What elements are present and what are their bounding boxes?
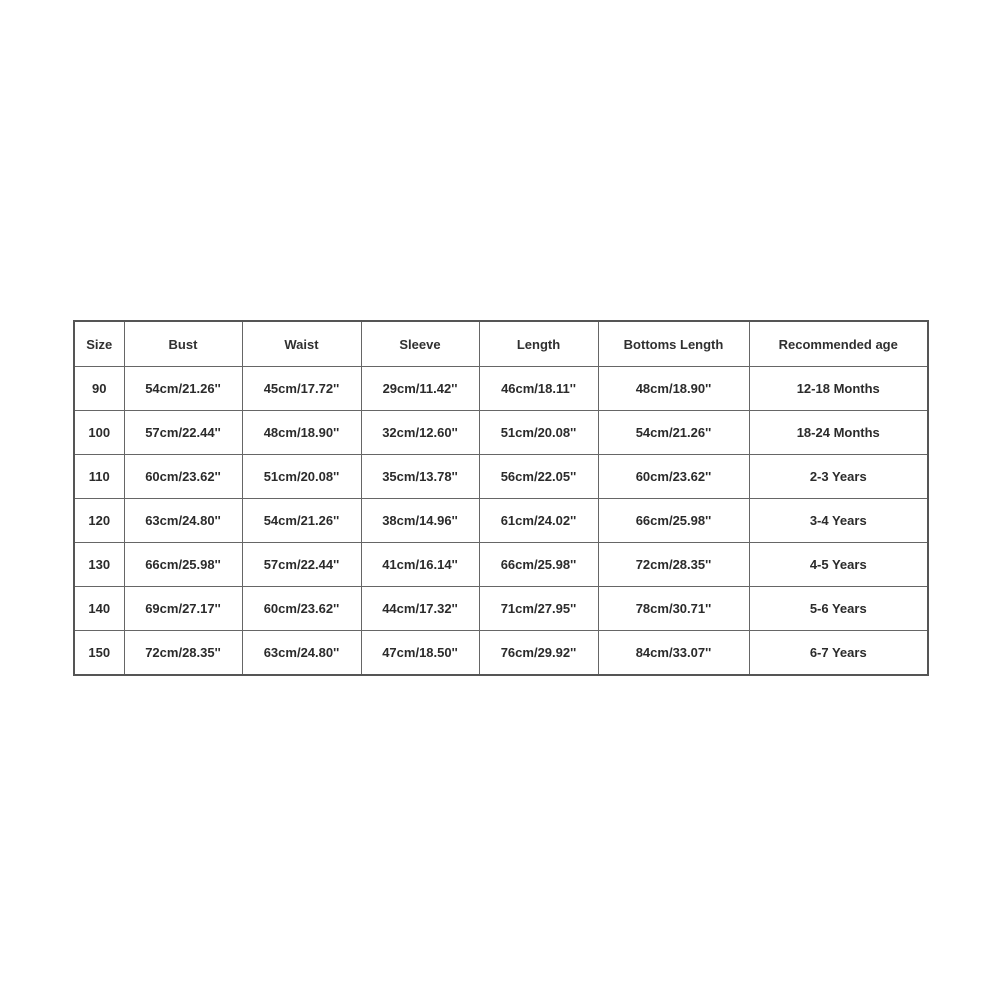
cell-size: 100 — [74, 411, 124, 455]
header-size: Size — [74, 321, 124, 367]
cell-recommended-age: 4-5 Years — [749, 543, 928, 587]
cell-sleeve: 44cm/17.32'' — [361, 587, 479, 631]
cell-recommended-age: 5-6 Years — [749, 587, 928, 631]
table-row — [74, 543, 928, 587]
header-bust: Bust — [124, 321, 242, 367]
header-bottoms-length: Bottoms Length — [598, 321, 749, 367]
cell-length: 51cm/20.08'' — [479, 411, 598, 455]
cell-size: 150 — [74, 631, 124, 676]
table-row — [74, 587, 928, 631]
cell-bust: 54cm/21.26'' — [124, 367, 242, 411]
cell-length: 56cm/22.05'' — [479, 455, 598, 499]
cell-sleeve: 38cm/14.96'' — [361, 499, 479, 543]
cell-bottoms-length: 72cm/28.35'' — [598, 543, 749, 587]
cell-waist: 48cm/18.90'' — [242, 411, 361, 455]
table-row — [74, 367, 928, 411]
cell-bust: 57cm/22.44'' — [124, 411, 242, 455]
table-header-row — [74, 321, 928, 367]
cell-length: 66cm/25.98'' — [479, 543, 598, 587]
cell-length: 76cm/29.92'' — [479, 631, 598, 676]
cell-sleeve: 41cm/16.14'' — [361, 543, 479, 587]
table-row — [74, 631, 928, 676]
cell-waist: 45cm/17.72'' — [242, 367, 361, 411]
cell-waist: 57cm/22.44'' — [242, 543, 361, 587]
cell-bottoms-length: 84cm/33.07'' — [598, 631, 749, 676]
header-waist: Waist — [242, 321, 361, 367]
cell-bust: 66cm/25.98'' — [124, 543, 242, 587]
cell-bust: 63cm/24.80'' — [124, 499, 242, 543]
cell-bottoms-length: 54cm/21.26'' — [598, 411, 749, 455]
cell-recommended-age: 12-18 Months — [749, 367, 928, 411]
cell-size: 140 — [74, 587, 124, 631]
cell-length: 46cm/18.11'' — [479, 367, 598, 411]
cell-sleeve: 47cm/18.50'' — [361, 631, 479, 676]
cell-waist: 54cm/21.26'' — [242, 499, 361, 543]
cell-size: 120 — [74, 499, 124, 543]
cell-recommended-age: 2-3 Years — [749, 455, 928, 499]
cell-length: 71cm/27.95'' — [479, 587, 598, 631]
cell-bottoms-length: 78cm/30.71'' — [598, 587, 749, 631]
cell-sleeve: 35cm/13.78'' — [361, 455, 479, 499]
table-row — [74, 455, 928, 499]
cell-size: 90 — [74, 367, 124, 411]
cell-bust: 60cm/23.62'' — [124, 455, 242, 499]
cell-bottoms-length: 66cm/25.98'' — [598, 499, 749, 543]
header-recommended-age: Recommended age — [749, 321, 928, 367]
header-length: Length — [479, 321, 598, 367]
cell-recommended-age: 18-24 Months — [749, 411, 928, 455]
cell-sleeve: 32cm/12.60'' — [361, 411, 479, 455]
cell-bottoms-length: 60cm/23.62'' — [598, 455, 749, 499]
cell-size: 130 — [74, 543, 124, 587]
cell-length: 61cm/24.02'' — [479, 499, 598, 543]
size-chart-table — [73, 320, 929, 676]
cell-sleeve: 29cm/11.42'' — [361, 367, 479, 411]
cell-recommended-age: 3-4 Years — [749, 499, 928, 543]
cell-waist: 63cm/24.80'' — [242, 631, 361, 676]
cell-size: 110 — [74, 455, 124, 499]
cell-recommended-age: 6-7 Years — [749, 631, 928, 676]
header-sleeve: Sleeve — [361, 321, 479, 367]
cell-waist: 60cm/23.62'' — [242, 587, 361, 631]
cell-bottoms-length: 48cm/18.90'' — [598, 367, 749, 411]
table-row — [74, 499, 928, 543]
cell-bust: 69cm/27.17'' — [124, 587, 242, 631]
cell-waist: 51cm/20.08'' — [242, 455, 361, 499]
cell-bust: 72cm/28.35'' — [124, 631, 242, 676]
table-row — [74, 411, 928, 455]
